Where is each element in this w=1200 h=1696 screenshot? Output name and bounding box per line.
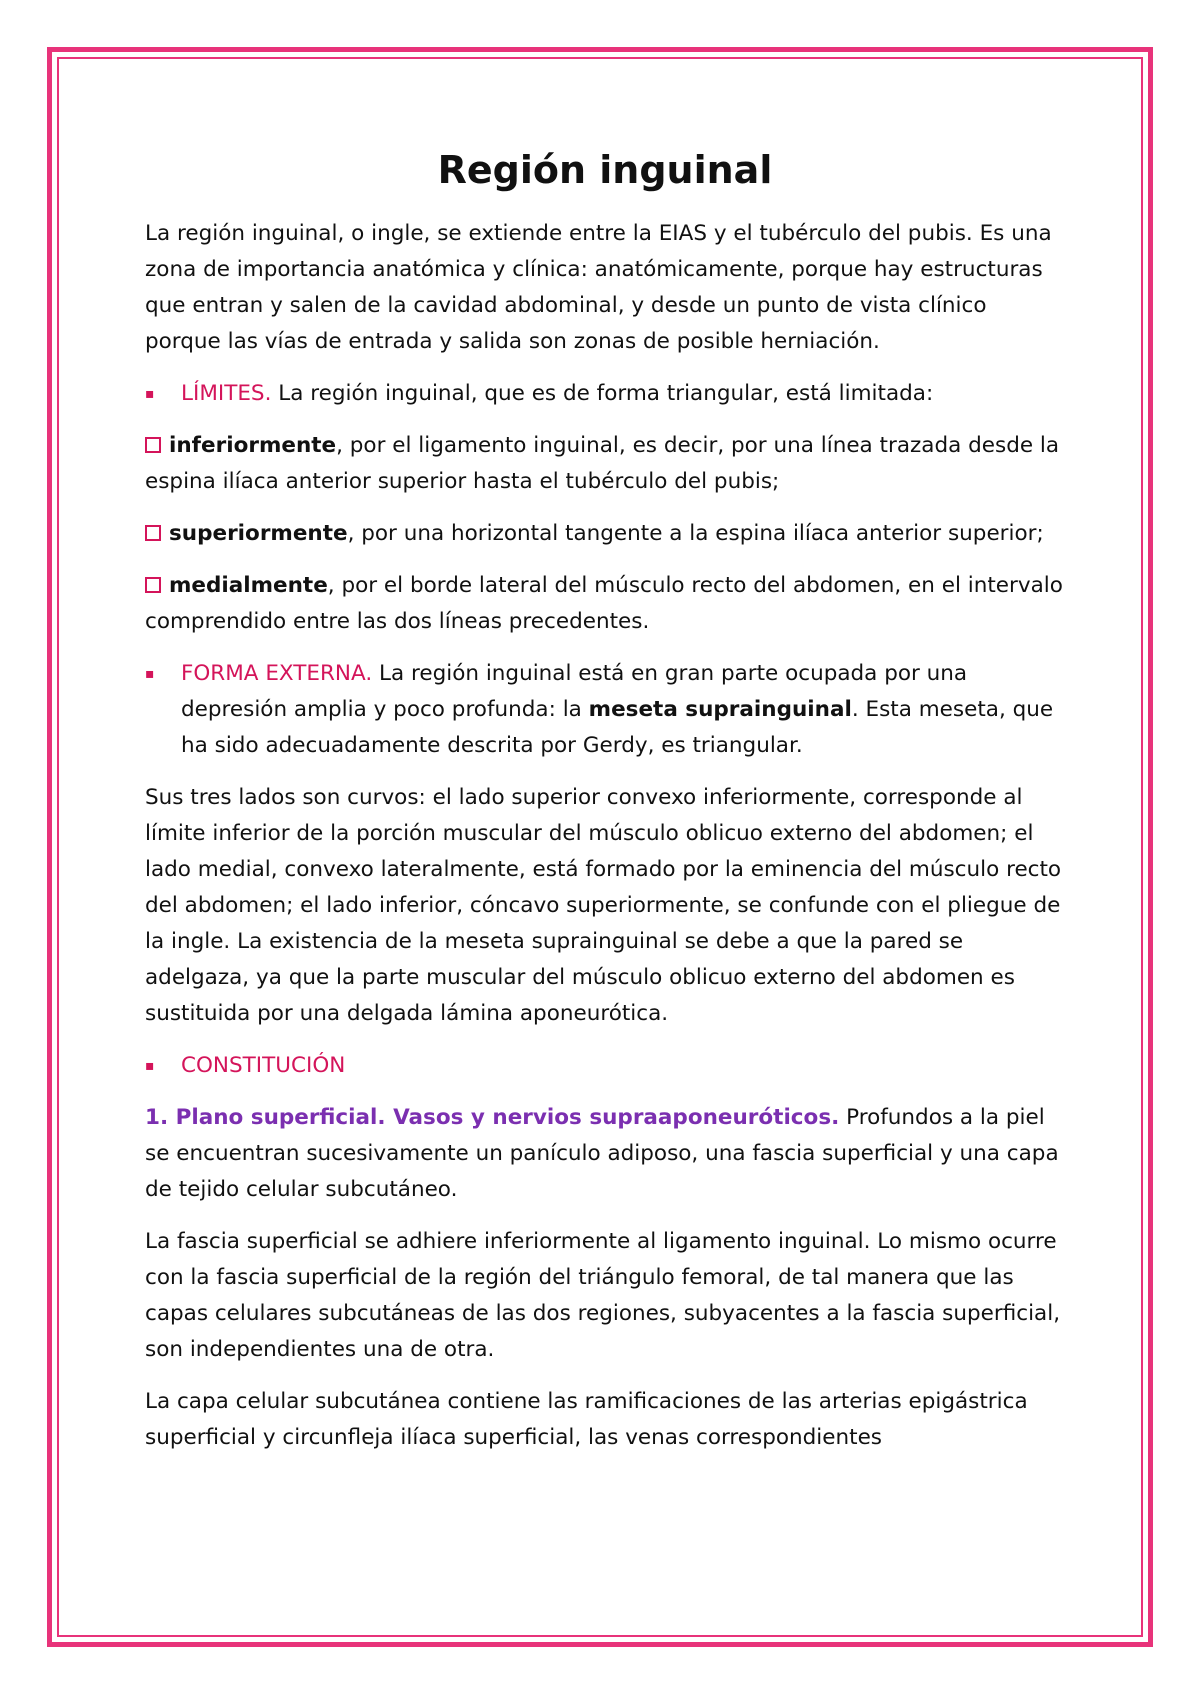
forma-externa-section <box>145 656 1065 764</box>
meseta-term: meseta suprainguinal <box>588 697 852 722</box>
bullet-icon: ▪ <box>145 386 155 402</box>
forma-paragraph: Sus tres lados son curvos: el lado superior convexo inferiormente, corresponde al límite inferior de la porción muscular del músculo oblicuo externo del abdomen; el lado medial, convexo lateralmente, está formado por la eminencia del músculo recto del abdomen; el lado inferior, cóncavo superiormente, se confunde con el pliegue de la ingle. La existencia de la meseta suprainguinal se debe a que la pared se adelgaza, ya que la parte muscular del músculo oblicuo externo del abdomen es sustituida por una delgada lámina aponeurótica. <box>145 785 1062 1026</box>
constitucion-section <box>145 1048 1065 1084</box>
capa-paragraph: La capa celular subcutánea contiene las ramificaciones de las arterias epigástrica superficial y circunfleja ilíaca superficial, las venas correspondientes <box>145 1389 1028 1450</box>
limit-term: medialmente <box>169 573 328 598</box>
limites-heading: LÍMITES. <box>181 381 272 406</box>
plano-superficial-text: Profundos a la piel se encuentran sucesivamente un panículo adiposo, una fascia superficial y una capa de tejido celular subcutáneo. <box>145 1105 1059 1202</box>
limit-text: , por el borde lateral del músculo recto del abdomen, en el intervalo comprendido entre las dos líneas precedentes. <box>145 573 1063 634</box>
limit-item-medial <box>145 568 1065 640</box>
document-title: Región inguinal <box>437 148 773 192</box>
document-body <box>145 140 1065 1472</box>
fascia-paragraph: La fascia superficial se adhiere inferiormente al ligamento inguinal. Lo mismo ocurre con la fascia superficial de la región del triángulo femoral, de tal manera que las capas celulares subcutáneas de las dos regiones, subyacentes a la fascia superficial, son independientes una de otra. <box>145 1229 1061 1362</box>
constitucion-heading: CONSTITUCIÓN <box>181 1053 346 1078</box>
forma-externa-text: La región inguinal está en gran parte ocupada por una depresión amplia y poco profunda: la <box>181 661 968 722</box>
bullet-icon: ▪ <box>145 666 155 682</box>
plano-superficial-heading: 1. Plano superficial. Vasos y nervios supraaponeuróticos. <box>145 1105 840 1130</box>
limit-text: , por el ligamento inguinal, es decir, por una línea trazada desde la espina ilíaca anterior superior hasta el tubérculo del pubis; <box>145 433 1060 494</box>
limites-text: La región inguinal, que es de forma triangular, está limitada: <box>271 381 934 406</box>
limit-item-inferior <box>145 428 1065 500</box>
checkbox-icon <box>145 437 161 453</box>
limites-section <box>145 376 1065 412</box>
limit-item-superior <box>145 516 1065 552</box>
checkbox-icon <box>145 525 161 541</box>
intro-paragraph: La región inguinal, o ingle, se extiende entre la EIAS y el tubérculo del pubis. Es una zona de importancia anatómica y clínica: anatómicamente, porque hay estructuras que entran y salen de la cavidad abdominal, y desde un punto de vista clínico porque las vías de entrada y salida son zonas de posible herniación. <box>145 221 1052 354</box>
limit-text: , por una horizontal tangente a la espina ilíaca anterior superior; <box>347 521 1044 546</box>
limit-term: superiormente <box>169 521 348 546</box>
forma-externa-text-after: . Esta meseta, que ha sido adecuadamente descrita por Gerdy, es triangular. <box>181 697 1054 758</box>
bullet-icon: ▪ <box>145 1058 155 1074</box>
limit-term: inferiormente <box>169 433 337 458</box>
plano-superficial-paragraph <box>145 1100 1065 1208</box>
forma-externa-heading: FORMA EXTERNA. <box>181 661 373 686</box>
checkbox-icon <box>145 577 161 593</box>
